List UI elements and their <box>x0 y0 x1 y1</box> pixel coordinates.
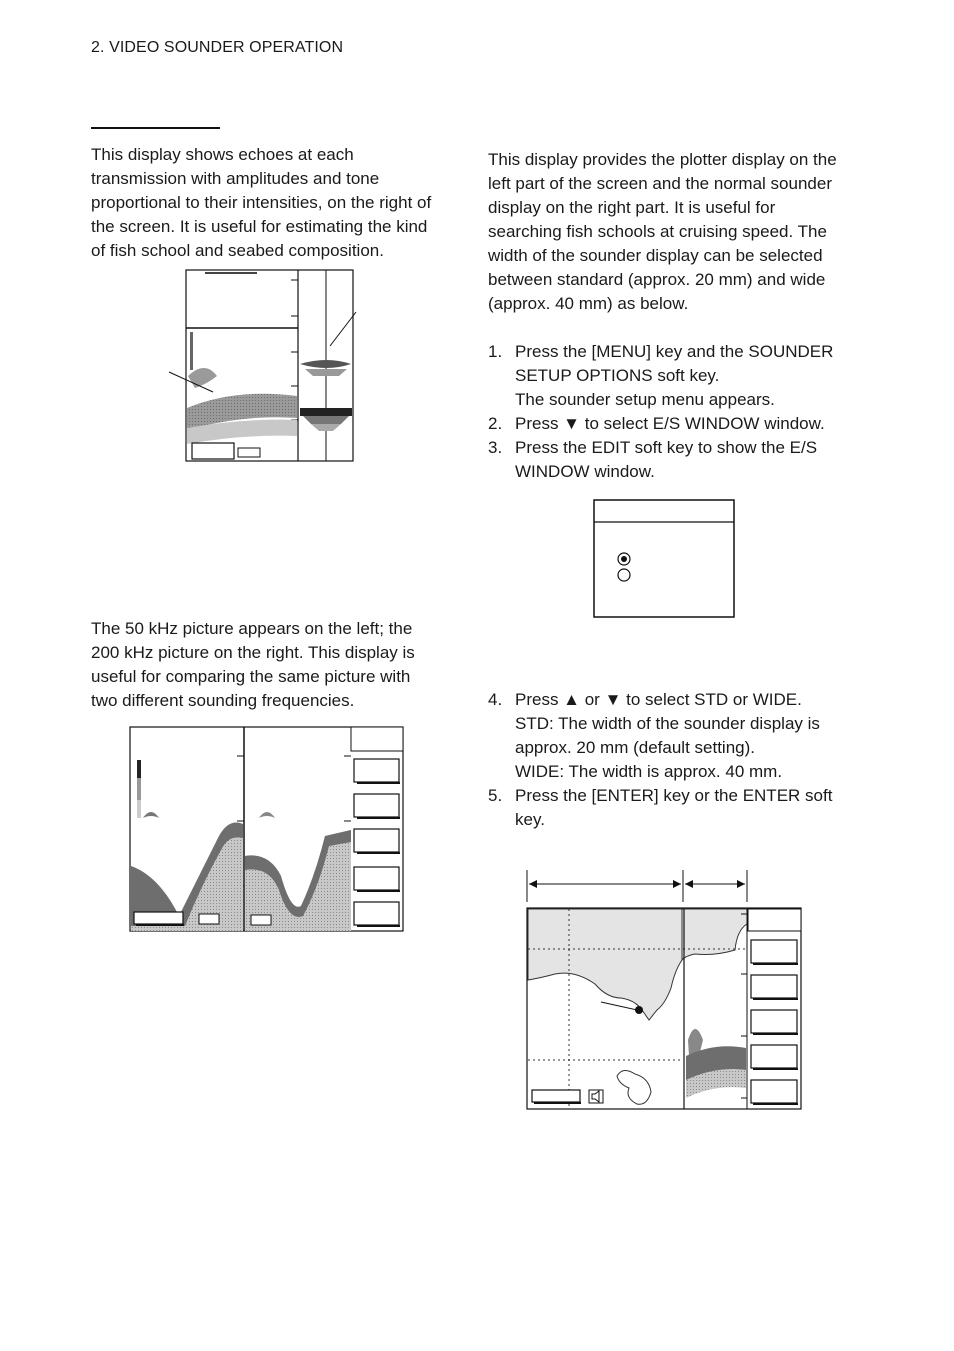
step-number: 5. <box>488 786 503 805</box>
step-item <box>488 784 848 832</box>
step-text: Press the EDIT soft key to show the E/S WINDOW window. <box>515 438 818 481</box>
plotter-sounder-figure <box>525 870 805 1114</box>
step-item <box>488 412 848 436</box>
amplitude-display-paragraph: This display shows echoes at each transmission with amplitudes and tone proportional to their intensities, on the right of the screen. It is useful for estimating the kind of fish school and seabed composition. <box>91 145 432 260</box>
step-item <box>488 340 848 412</box>
step-note: The sounder setup menu appears. <box>515 390 775 409</box>
step-note: WIDE: The width is approx. 40 mm. <box>515 762 783 781</box>
procedure-steps-1-3 <box>488 340 848 484</box>
section-rule <box>91 127 220 129</box>
plotter-display-paragraph: This display provides the plotter display on the left part of the screen and the normal sounder display on the right part. It is useful for searching fish schools at cruising speed. The width of the sounder display can be selected between standard (approx. 20 mm) and wide (approx. 40 mm) as below. <box>488 150 837 313</box>
step-text: Press the [ENTER] key or the ENTER soft key. <box>515 786 833 829</box>
speaker-icon <box>589 1090 603 1103</box>
amplitude-display-figure <box>165 268 365 464</box>
step-item <box>488 688 848 784</box>
step-number: 1. <box>488 342 503 361</box>
es-window-menu-figure <box>592 498 738 620</box>
procedure-steps-4-5 <box>488 688 848 832</box>
step-item <box>488 436 848 484</box>
running-header: 2. VIDEO SOUNDER OPERATION <box>91 39 344 56</box>
step-text: Press ▲ or ▼ to select STD or WIDE. <box>515 690 802 709</box>
step-number: 3. <box>488 438 503 457</box>
dual-frequency-paragraph: The 50 kHz picture appears on the left; the 200 kHz picture on the right. This display is useful for comparing the same picture with two different sounding frequencies. <box>91 619 415 710</box>
step-text: Press ▼ to select E/S WINDOW window. <box>515 414 825 433</box>
wide-radio[interactable] <box>618 569 630 581</box>
step-number: 4. <box>488 690 503 709</box>
step-note: STD: The width of the sounder display is approx. 20 mm (default setting). <box>515 714 820 757</box>
dual-frequency-figure <box>129 726 405 934</box>
step-number: 2. <box>488 414 503 433</box>
step-text: Press the [MENU] key and the SOUNDER SETUP OPTIONS soft key. <box>515 342 834 385</box>
